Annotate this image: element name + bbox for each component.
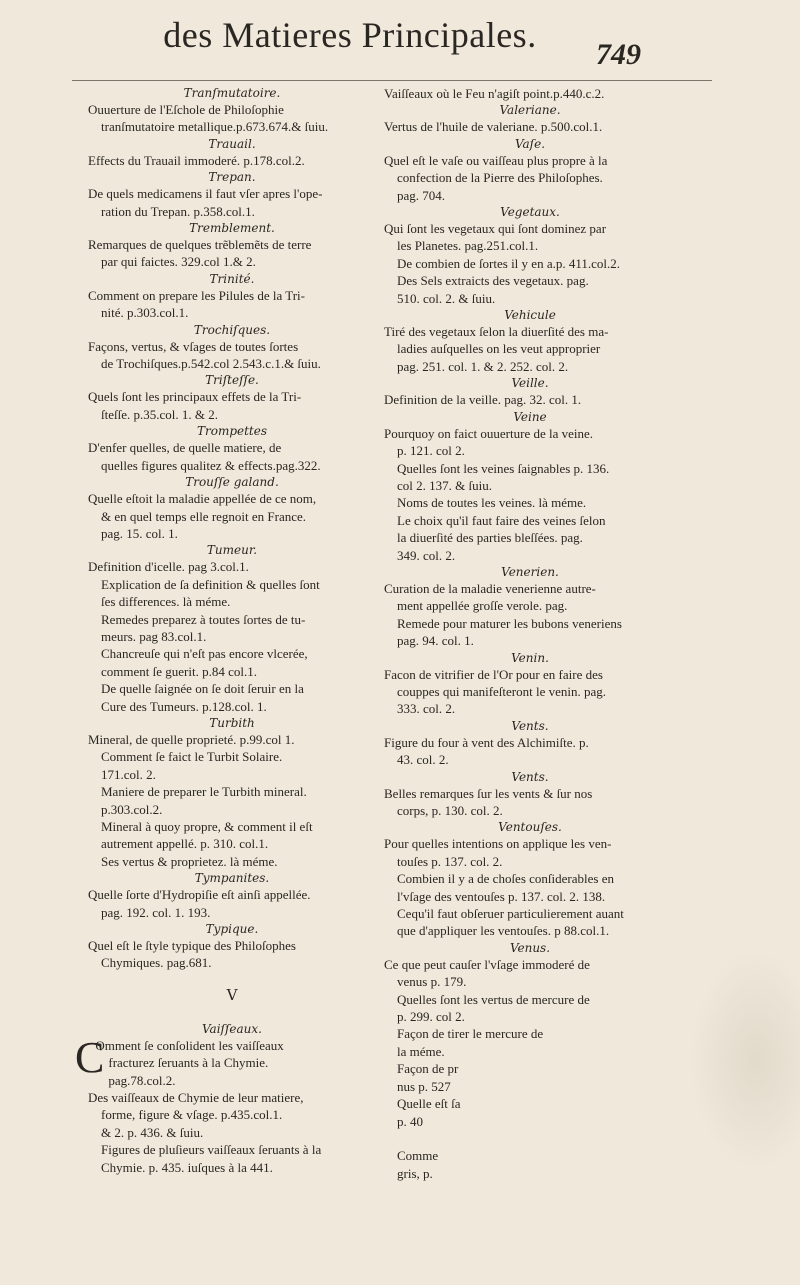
entry-text: Quel eſt le ſtyle typique des Philoſophes Chymiques. pag.681. [88,938,296,971]
index-entry [384,941,676,1182]
entry-heading: Trepan. [208,170,256,185]
entry-heading: Trauail. [208,136,256,151]
entry-text: Belles remarques ſur les vents & ſur nos corps, p. 130. col. 2. [384,785,593,818]
index-entry [88,137,376,169]
paper-stain [690,950,800,1170]
index-entry-vaisseaux [75,1021,376,1176]
entry-heading: Vents. [511,718,549,733]
index-entry [384,85,676,102]
entry-text: Vaiſſeaux où le Feu n'agiſt point.p.440.c.2. [384,86,605,101]
entry-heading: Venerien. [501,564,559,579]
dropcap-entry-text: Omment ſe conſolident les vaiſſeaux fracturez ſeruants à la Chymie. pag.78.col.2. [95,1037,284,1088]
index-entry [384,376,676,408]
index-entry [384,103,676,135]
entry-text: Mineral, de quelle proprieté. p.99.col 1. Comment ſe faict le Turbit Solaire. 171.col. 2. Maniere de preparer le Turbith mineral. p.303.col.2. Mineral à quoy propre, & comment il eſt autrement appellé. p. 310. col.1. Ses vertus & proprietez. là méme. [88,731,313,869]
index-entry [384,565,676,650]
entry-text: Facon de vitrifier de l'Or pour en faire des couppes qui manifeſteront le venin. pag. 333. col. 2. [384,666,607,717]
entry-heading: Vents. [511,769,549,784]
entry-text: Quelle eſtoit la maladie appellée de ce nom, & en quel temps elle regnoit en France. pag. 15. col. 1. [88,491,317,541]
entry-text: Definition de la veille. pag. 32. col. 1. [384,392,582,408]
entry-heading: Veine [513,409,547,424]
index-entry [88,373,376,423]
index-entry [88,272,376,322]
entry-text: Ouuerture de l'Eſchole de Philoſophie tranſmutatoire metallique.p.673.674.& ſuiu. [88,102,329,135]
index-entry [88,871,376,921]
index-entry [88,922,376,972]
index-entry [384,719,676,769]
entry-heading: Vaiſſeaux. [201,1021,262,1036]
entry-text: Figure du four à vent des Alchimiſte. p. 43. col. 2. [384,734,589,768]
entry-text: Curation de la maladie venerienne autre- ment appellée groſſe verole. pag. Remede pour maturer les bubons veneriens pag. 94. col. 1. [384,580,622,649]
entry-text: Quelle ſorte d'Hydropiſie eſt ainſi appellée. pag. 192. col. 1. 193. [88,887,311,920]
entry-text: Pour quelles intentions on applique les ven- touſes p. 137. col. 2. Combien il y a de choſes conſiderables en l'vſage des ventouſes p. 137. col. 2. 138. Cequ'il faut obſeruer particulierement auant que d'appliquer les ventouſes. p 88.col.1. [384,836,624,939]
index-entry [88,543,376,715]
entry-text: Definition d'icelle. pag 3.col.1. Explication de ſa definition & quelles ſont ſes differences. là méme. Remedes preparez à toutes ſortes de tu- meurs. pag 83.col.1. Chancreuſe qui n'eſt pas encore vlcerée, comment ſe guerit. p.84 col.1. De quelle ſaignée on ſe doit ſeruir en la Cure des Tumeurs. p.128.col. 1. [88,559,320,714]
entry-heading: Veille. [511,376,549,391]
entry-heading: Valeriane. [499,103,561,118]
entry-text: Vertus de l'huile de valeriane. p.500.col.1. [384,119,603,135]
entry-text: Effects du Trauail immoderé. p.178.col.2. [88,152,305,168]
index-entry [384,137,676,204]
entry-text: Quels ſont les principaux effets de la Tri- ſteſſe. p.35.col. 1. & 2. [88,389,302,422]
index-entry [88,716,376,870]
entry-text: Tiré des vegetaux ſelon la diuerſité des ma- ladies auſquelles on les veut approprier pag. 251. col. 1. & 2. 252. col. 2. [384,324,609,374]
entry-heading: Trouſſe galand. [185,475,279,490]
section-letter: V [226,985,238,1004]
entry-heading: Tremblement. [189,221,275,236]
entry-heading: Venus. [509,940,551,955]
index-entry [384,308,676,375]
entry-text: Façons, vertus, & vſages de toutes ſortes de Trochiſques.p.542.col 2.543.c.1.& ſuiu. [88,338,321,372]
entry-heading: Vegetaux. [500,205,560,220]
entry-text: Pourquoy on faict ouuerture de la veine. p. 121. col 2. Quelles ſont les veines ſaignables p. 136. col 2. 137. & ſuiu. Noms de toutes les veines. là méme. Le choix qu'il faut faire des veines ſelon la diuerſité des parties bleſſées. pag. 349. col. 2. [384,425,610,563]
index-entry [384,770,676,820]
index-entry [88,221,376,271]
entry-heading: Typique. [205,922,259,937]
entry-heading: Trompettes [196,424,268,439]
entry-text: Comment on prepare les Pilules de la Tri- nité. p.303.col.1. [88,287,306,321]
entry-text: D'enfer quelles, de quelle matiere, de quelles figures qualitez & effects.pag.322. [88,440,321,473]
entry-heading: Vehicule [504,308,556,323]
left-column [75,85,376,1177]
index-entry [384,205,676,307]
page-header-title: des Matieres Principales. [163,15,537,55]
entry-heading: Vaſe. [514,136,546,151]
entry-text: Ce que peut cauſer l'vſage immoderé de venus p. 179. Quelles ſont les vertus de mercure de p. 299. col 2. Façon de tirer le mercure de la méme. Façon de pr nus p. 527 Quelle eſt ſa p. 40 Comme gris, p. [384,956,590,1181]
entry-text: Remarques de quelques trẽblemẽts de terre par qui faictes. 329.col 1.& 2. [88,237,312,270]
entry-heading: Tranſmutatoire. [183,86,281,100]
entry-text [75,1032,376,1089]
entry-heading: Ventouſes. [498,820,562,835]
entry-heading: Trochiſques. [193,322,271,337]
entry-heading: Trinité. [209,271,255,286]
page-number: 749 [596,38,641,71]
entry-heading: Tympanites. [194,871,270,886]
index-entry [384,410,676,564]
entry-text: De quels medicamens il faut vſer apres l'ope- ration du Trepan. p.358.col.1. [88,186,323,219]
entry-text: Quel eſt le vaſe ou vaiſſeau plus propre à la confection de la Pierre des Philoſophes. pag. 704. [384,152,608,203]
right-column [384,85,676,1183]
entry-text: Qui ſont les vegetaux qui ſont dominez par les Planetes. pag.251.col.1. De combien de ſortes il y en a.p. 411.col.2. Des Sels extraicts des vegetaux. pag. 510. col. 2. & ſuiu. [384,221,620,306]
entry-heading: Tumeur. [206,543,258,558]
index-entry [88,170,376,220]
index-entry [88,475,376,542]
index-entry [88,424,376,474]
header-rule [72,80,712,81]
entry-heading: Venin. [511,650,549,665]
index-entry [88,86,376,136]
index-entry [88,323,376,373]
index-entry [384,820,676,939]
entry-text: Des vaiſſeaux de Chymie de leur matiere, forme, figure & vſage. p.435.col.1. & 2. p. 436. & ſuiu. Figures de pluſieurs vaiſſeaux ſeruants à la Chymie. p. 435. iuſques à la 441. [88,1090,322,1175]
entry-heading: Triſteſſe. [205,373,259,388]
index-entry [384,651,676,718]
entry-heading: Turbith [209,715,255,730]
drop-cap: C [75,1032,105,1082]
